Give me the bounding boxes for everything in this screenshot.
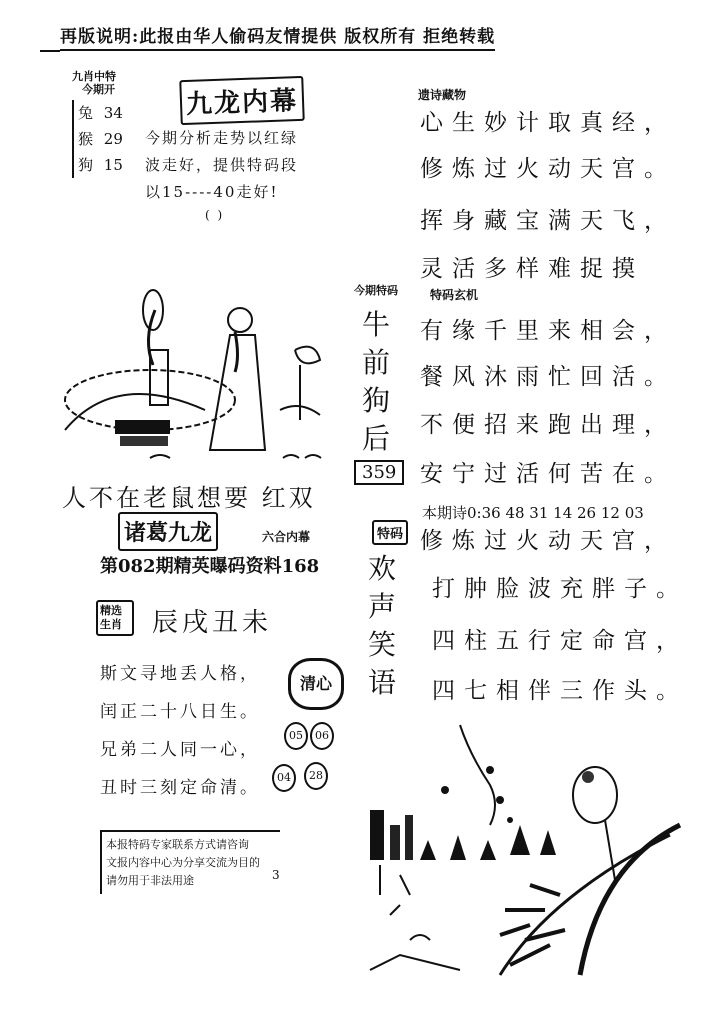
poem-line: 心生妙计取真经， bbox=[420, 110, 676, 136]
fortune-title: 辰戌丑未 bbox=[152, 608, 273, 638]
title-stamp: 九龙内幕 bbox=[179, 76, 305, 125]
poem-line: 修炼过火动天宫。 bbox=[420, 156, 676, 182]
poem3-line: 四七相伴三作头。 bbox=[432, 678, 688, 704]
analysis-line: 今期分析走势以红绿 bbox=[145, 129, 299, 147]
caption: 人不在老鼠想要 红双 bbox=[62, 484, 316, 512]
zodiac-animal: 狗 bbox=[78, 156, 94, 174]
poem-mid-heading: 特码玄机 bbox=[430, 288, 479, 302]
vertical2-char: 声 bbox=[367, 590, 396, 623]
bird-bamboo-illustration bbox=[350, 715, 700, 985]
poem2-line: 餐风沐雨忙回活。 bbox=[420, 364, 676, 390]
fortune-line: 闰正二十八日生。 bbox=[100, 702, 260, 722]
vertical2-char: 语 bbox=[367, 666, 396, 699]
vertical-char: 狗 bbox=[361, 384, 390, 417]
poem-line: 挥身藏宝满天飞， bbox=[420, 208, 676, 234]
issue-line: 第082期精英曝码资料168 bbox=[100, 556, 320, 577]
poem2-line: 有缘千里来相会， bbox=[420, 318, 676, 344]
fortune-line: 斯文寻地丢人格， bbox=[100, 664, 260, 684]
issue-side: 六合内幕 bbox=[262, 530, 311, 544]
vertical-char: 前 bbox=[361, 346, 390, 379]
fortune-line: 丑时三刻定命清。 bbox=[100, 778, 260, 798]
zodiac-row bbox=[78, 100, 130, 126]
vertical2-stamp: 特码 bbox=[372, 520, 408, 545]
poem-line: 灵活多样难捉摸 bbox=[420, 256, 644, 282]
header-notice: 再版说明:此报由华人偷码友情提供 版权所有 拒绝转载 bbox=[60, 22, 495, 51]
sage-illustration bbox=[55, 280, 345, 470]
poem3-line: 修炼过火动天宫， bbox=[420, 528, 676, 554]
zodiac-number: 29 bbox=[103, 130, 123, 148]
circled-number: 05 bbox=[284, 722, 308, 750]
vertical-number: 359 bbox=[354, 460, 404, 485]
analysis-paren: ( ) bbox=[205, 208, 225, 222]
vertical-heading: 今期特码 bbox=[354, 284, 398, 297]
issue-stamp: 诸葛九龙 bbox=[118, 512, 218, 551]
this-issue-poem: 本期诗0:36 48 31 14 26 12 03 bbox=[422, 504, 644, 522]
zodiac-box bbox=[72, 70, 130, 178]
vertical2-column bbox=[362, 550, 402, 702]
vertical-char: 牛 bbox=[361, 308, 390, 341]
zodiac-animal: 猴 bbox=[78, 130, 94, 148]
poem2-line: 安宁过活何苦在。 bbox=[420, 461, 676, 487]
zodiac-row bbox=[78, 152, 130, 178]
fortune-stamp: 精选生肖 bbox=[96, 600, 134, 636]
vertical2-char: 笑 bbox=[367, 628, 396, 661]
zodiac-label-2: 今期开 bbox=[82, 83, 115, 96]
footer-note-line: 本报特码专家联系方式请咨询 bbox=[106, 838, 249, 851]
analysis-block bbox=[145, 125, 298, 224]
circled-number: 06 bbox=[310, 722, 334, 750]
vertical-column bbox=[356, 306, 396, 458]
zodiac-animal: 兔 bbox=[78, 104, 94, 122]
analysis-line: 波走好，提供特码段 bbox=[145, 156, 299, 174]
circled-number: 04 bbox=[272, 764, 296, 792]
zodiac-number: 15 bbox=[103, 156, 123, 174]
zodiac-number: 34 bbox=[103, 104, 123, 122]
header-rule bbox=[40, 50, 60, 52]
footer-num: 3 bbox=[272, 868, 280, 882]
zodiac-row bbox=[78, 126, 130, 152]
fortune-lines bbox=[100, 655, 260, 807]
seal: 清心 bbox=[288, 658, 344, 710]
poem-heading: 遗诗藏物 bbox=[418, 88, 467, 102]
vertical-char: 后 bbox=[361, 422, 390, 455]
poem3-line: 四柱五行定命宫， bbox=[432, 628, 688, 654]
poem3-line: 打肿脸波充胖子。 bbox=[432, 576, 688, 602]
fortune-line: 兄弟二人同一心， bbox=[100, 740, 260, 760]
footer-note-line: 请勿用于非法用途 bbox=[106, 874, 194, 887]
vertical2-char: 欢 bbox=[367, 552, 396, 585]
circled-number: 28 bbox=[304, 762, 328, 790]
footer-note-line: 文报内容中心为分享交流为目的 bbox=[106, 856, 260, 869]
footer-note bbox=[100, 830, 280, 894]
analysis-line: 以15----40走好! bbox=[145, 183, 279, 201]
poem2-line: 不便招来跑出理， bbox=[420, 412, 676, 438]
zodiac-label-1: 九肖中特 bbox=[72, 70, 116, 83]
